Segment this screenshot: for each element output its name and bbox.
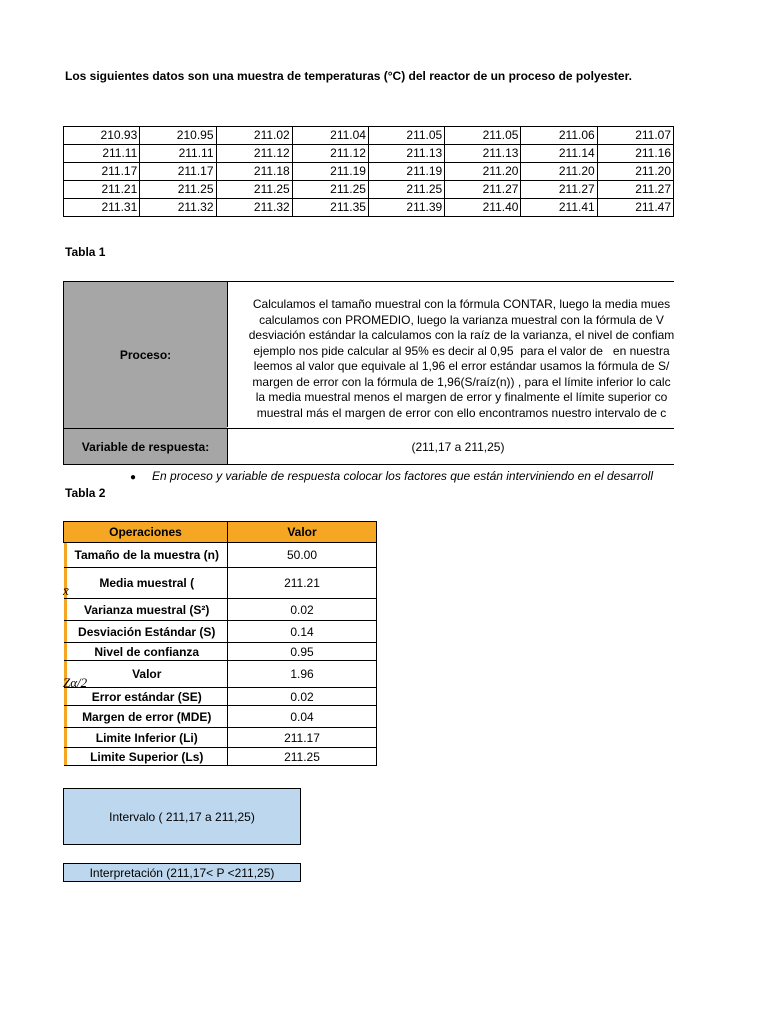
ops-operation-cell bbox=[64, 599, 228, 621]
ops-value-cell: 211.17 bbox=[228, 728, 377, 748]
table-row bbox=[64, 199, 674, 217]
table-cell: 211.32 bbox=[216, 199, 292, 217]
ops-operation-cell bbox=[64, 643, 228, 661]
table-cell: 211.39 bbox=[368, 199, 444, 217]
ops-value-cell: 0.14 bbox=[228, 621, 377, 643]
ops-row bbox=[64, 543, 377, 568]
table-cell: 211.13 bbox=[445, 145, 521, 163]
variable-respuesta-value-text: (211,17 a 211,25) bbox=[411, 439, 505, 454]
ops-operation-cell bbox=[64, 661, 228, 688]
table-cell: 211.19 bbox=[368, 163, 444, 181]
table-cell: 211.17 bbox=[140, 163, 216, 181]
table-cell: 211.05 bbox=[368, 127, 444, 145]
header-operaciones: Operaciones bbox=[64, 522, 228, 543]
table-cell: 211.18 bbox=[216, 163, 292, 181]
proceso-text: Calculamos el tamaño muestral con la fórmula CONTAR, luego la media mues calculamos con PROMEDIO, luego la varianza muestral con la fórmula de V desviación estándar la calculamos con la raíz de la varianza, el nivel de confiam ejemplo nos pide calcular al 95% es decir al 0,95 para el valor de en nuestra leemos al valor que equivale al 1,96 el error estándar usamos la fórmula de S/ margen de error con la fórmula de 1,96(S/raíz(n)) , para el límite inferior lo calc la media muestral menos el margen de error y finalmente el límite superior co muestral más el margen de error con ello encontramos nuestro intervalo de c bbox=[227, 281, 674, 427]
ops-value-cell: 0.95 bbox=[228, 643, 377, 661]
ops-operation-label: Varianza muestral (S²) bbox=[67, 599, 228, 620]
temperature-data-table bbox=[63, 126, 674, 217]
ops-row bbox=[64, 643, 377, 661]
proceso-label-text: Proceso: bbox=[119, 348, 172, 362]
table-cell: 211.32 bbox=[140, 199, 216, 217]
table-cell: 211.31 bbox=[64, 199, 140, 217]
table-cell: 211.21 bbox=[64, 181, 140, 199]
interval-box bbox=[63, 788, 301, 845]
operations-table bbox=[63, 521, 377, 766]
ops-value-cell: 50.00 bbox=[228, 543, 377, 568]
ops-operation-label: Media muestral ( bbox=[67, 568, 228, 598]
bullet-icon: ● bbox=[130, 472, 137, 483]
table-cell: 211.20 bbox=[445, 163, 521, 181]
table-cell: 211.27 bbox=[597, 181, 673, 199]
table-cell: 211.12 bbox=[216, 145, 292, 163]
variable-respuesta-value bbox=[227, 428, 674, 465]
tabla1-caption: Tabla 1 bbox=[65, 245, 106, 259]
note-text: En proceso y variable de respuesta colocar los factores que están interviniendo en el desarroll bbox=[152, 469, 653, 483]
table-cell: 211.35 bbox=[292, 199, 368, 217]
table-row bbox=[64, 145, 674, 163]
ops-value-cell: 0.02 bbox=[228, 688, 377, 706]
ops-operation-label: Limite Inferior (Li) bbox=[67, 728, 228, 747]
table-cell: 211.05 bbox=[445, 127, 521, 145]
tabla2-caption: Tabla 2 bbox=[65, 486, 106, 500]
ops-operation-cell bbox=[64, 568, 228, 599]
ops-row bbox=[64, 706, 377, 728]
table-cell: 211.25 bbox=[216, 181, 292, 199]
table-cell: 210.95 bbox=[140, 127, 216, 145]
ops-value-cell: 0.04 bbox=[228, 706, 377, 728]
table-cell: 210.93 bbox=[64, 127, 140, 145]
table-cell: 211.19 bbox=[292, 163, 368, 181]
table-cell: 211.27 bbox=[521, 181, 597, 199]
xbar-symbol: x̄ bbox=[63, 583, 69, 598]
ops-row bbox=[64, 661, 377, 688]
ops-value-cell: 0.02 bbox=[228, 599, 377, 621]
ops-row bbox=[64, 621, 377, 643]
variable-respuesta-label bbox=[63, 428, 227, 465]
ops-operation-label: Margen de error (MDE) bbox=[67, 706, 228, 727]
ops-row bbox=[64, 688, 377, 706]
ops-row bbox=[64, 728, 377, 748]
ops-operation-cell bbox=[64, 688, 228, 706]
table-cell: 211.40 bbox=[445, 199, 521, 217]
ops-operation-cell bbox=[64, 748, 228, 766]
table-cell: 211.07 bbox=[597, 127, 673, 145]
ops-operation-label: Nivel de confianza bbox=[67, 643, 228, 660]
ops-operation-label: Valor bbox=[67, 661, 228, 687]
ops-operation-cell bbox=[64, 621, 228, 643]
table-cell: 211.41 bbox=[521, 199, 597, 217]
table-cell: 211.13 bbox=[368, 145, 444, 163]
table-cell: 211.04 bbox=[292, 127, 368, 145]
table-row bbox=[64, 181, 674, 199]
proceso-label bbox=[63, 281, 227, 429]
interpretation-text: Interpretación (211,17< P <211,25) bbox=[89, 865, 275, 880]
variable-respuesta-label-text: Variable de respuesta: bbox=[81, 439, 210, 454]
table-cell: 211.12 bbox=[292, 145, 368, 163]
ops-operation-cell bbox=[64, 728, 228, 748]
table-cell: 211.11 bbox=[64, 145, 140, 163]
interpretation-box bbox=[63, 863, 301, 882]
table-cell: 211.11 bbox=[140, 145, 216, 163]
interval-text: Intervalo ( 211,17 a 211,25) bbox=[109, 809, 255, 824]
ops-value-cell: 211.21 bbox=[228, 568, 377, 599]
ops-operation-cell bbox=[64, 706, 228, 728]
table-cell: 211.16 bbox=[597, 145, 673, 163]
table-cell: 211.27 bbox=[445, 181, 521, 199]
ops-operation-label: Limite Superior (Ls) bbox=[67, 748, 228, 765]
table-cell: 211.25 bbox=[292, 181, 368, 199]
ops-operation-label: Error estándar (SE) bbox=[67, 688, 228, 705]
intro-text: Los siguientes datos son una muestra de temperaturas (°C) del reactor de un proceso de polyester. bbox=[65, 69, 632, 83]
ops-value-cell: 1.96 bbox=[228, 661, 377, 688]
header-valor: Valor bbox=[228, 522, 377, 543]
table-cell: 211.17 bbox=[64, 163, 140, 181]
table-row bbox=[64, 163, 674, 181]
ops-operation-label: Tamaño de la muestra (n) bbox=[67, 543, 228, 567]
table-cell: 211.25 bbox=[368, 181, 444, 199]
table-row bbox=[64, 127, 674, 145]
ops-row bbox=[64, 568, 377, 599]
table-cell: 211.14 bbox=[521, 145, 597, 163]
note-bullet bbox=[130, 469, 653, 483]
ops-operation-label: Desviación Estándar (S) bbox=[67, 621, 228, 642]
z-alpha-symbol: Zα/2 bbox=[63, 675, 88, 690]
ops-operation-cell bbox=[64, 543, 228, 568]
ops-value-cell: 211.25 bbox=[228, 748, 377, 766]
table-cell: 211.47 bbox=[597, 199, 673, 217]
table-cell: 211.06 bbox=[521, 127, 597, 145]
table-cell: 211.02 bbox=[216, 127, 292, 145]
ops-row bbox=[64, 748, 377, 766]
table-cell: 211.20 bbox=[521, 163, 597, 181]
table-cell: 211.20 bbox=[597, 163, 673, 181]
ops-row bbox=[64, 599, 377, 621]
table-cell: 211.25 bbox=[140, 181, 216, 199]
